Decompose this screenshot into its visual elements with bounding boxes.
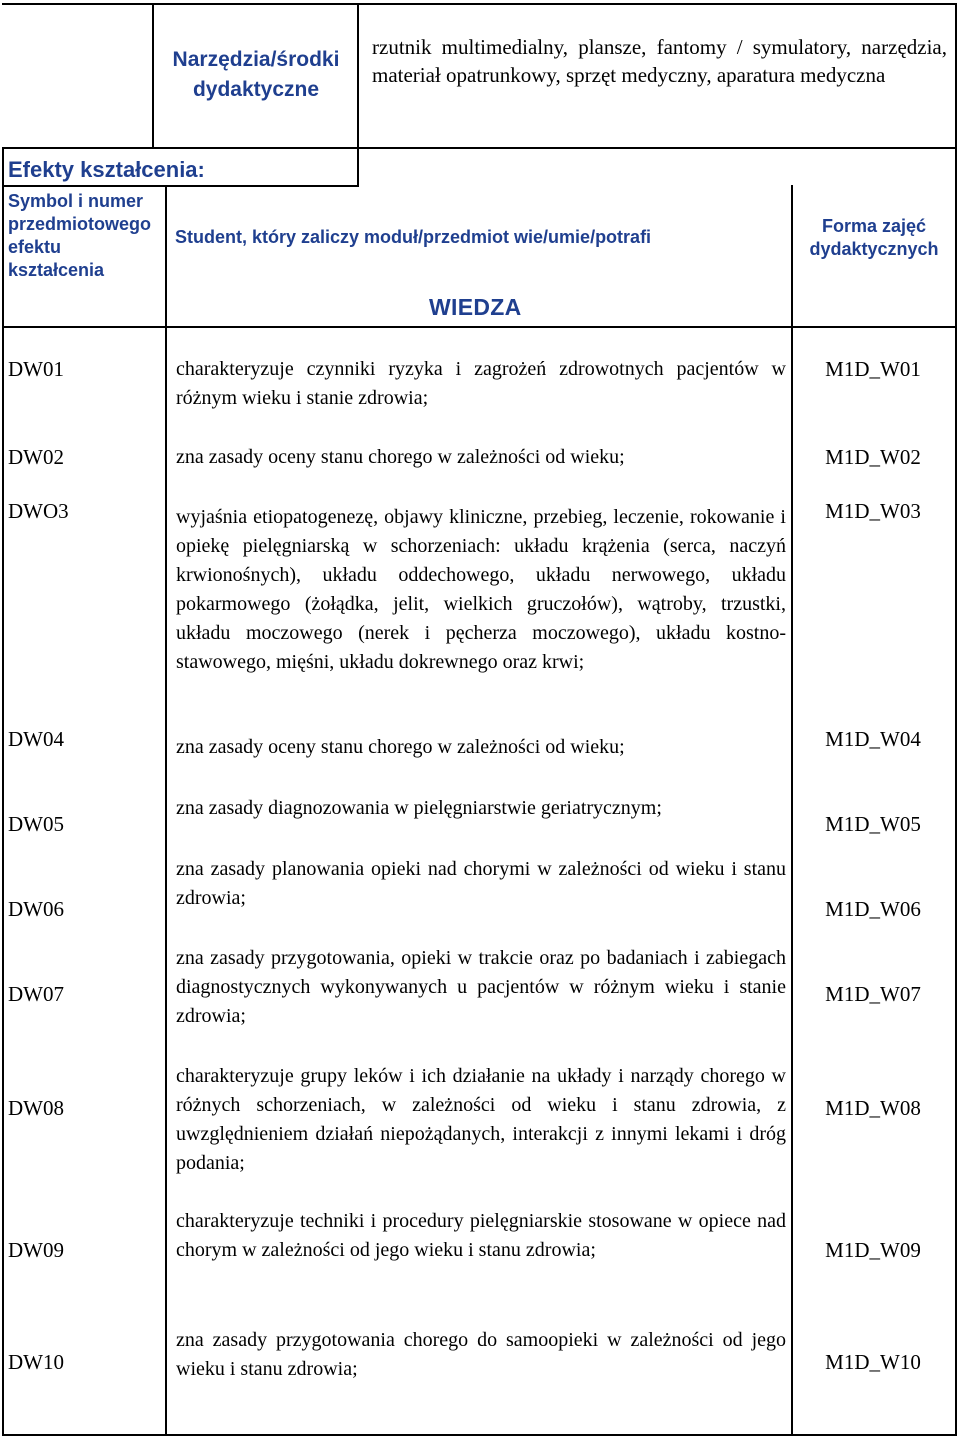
row-desc: zna zasady oceny stanu chorego w zależności od wieku; [176,736,625,758]
row-desc: zna zasady przygotowania, opieki w trakcie oraz po badaniach i zabiegach diagnostycznych wykonywanych u pacjentów w różnym wieku i stanie zdrowia; [176,947,786,1027]
row-desc: charakteryzuje grupy leków i ich działanie na układy i narządy chorego w różnych schorzeniach, w zależności od wieku i stanu zdrowia, z uwzględnieniem działań niepożądanych, interakcji z innymi lekami i dróg podania; [176,1065,786,1174]
border-tools-bottom [2,147,957,149]
border-bottom [2,1434,957,1436]
row-code: DW10 [8,1350,64,1374]
row-ref: M1D_W06 [825,897,921,921]
row-code: DW09 [8,1238,64,1262]
row-ref: M1D_W03 [825,499,921,523]
border-col-symbol [165,185,167,1436]
row-code: DW05 [8,812,64,836]
row-code: DW07 [8,982,64,1006]
row-code: DW08 [8,1096,64,1120]
section-wiedza: WIEDZA [429,294,522,320]
row-desc: zna zasady przygotowania chorego do samoopieki w zależności od jego wieku i stanu zdrowia; [176,1329,786,1380]
row-ref: M1D_W02 [825,445,921,469]
border-tools-left [152,3,154,149]
col-header-symbol: Symbol i numer przedmiotowego efektu kształcenia [8,191,151,280]
tools-label: Narzędzia/środki dydaktyczne [172,48,340,101]
border-left-upper [2,147,4,1436]
row-desc: charakteryzuje czynniki ryzyka i zagrożeń zdrowotnych pacjentów w różnym wieku i stanie zdrowia; [176,358,786,409]
row-desc: zna zasady oceny stanu chorego w zależności od wieku; [176,446,625,468]
border-header-bottom [2,326,957,328]
row-ref: M1D_W10 [825,1350,921,1374]
tools-value: rzutnik multimedialny, plansze, fantomy / symulatory, narzędzia, materiał opatrunkowy, sprzęt medyczny, aparatura medyczna [372,35,947,87]
row-code: DW04 [8,727,64,751]
row-ref: M1D_W05 [825,812,921,836]
row-ref: M1D_W04 [825,727,921,751]
border-right [955,3,957,1436]
row-desc: wyjaśnia etiopatogenezę, objawy kliniczne, przebieg, leczenie, rokowanie i opiekę pielęgniarską w schorzeniach: układu krążenia (serca, naczyń krwionośnych), układu oddechowego, układu nerwowego, układu pokarmowego (żołądka, jelit, wielkich gruczołów), wątroby, trzustki, układu moczowego (nerek i pęcherza moczowego), układu kostno-stawowego, mięśni, układu dokrewnego oraz krwi; [176,506,786,673]
border-efekty-title-bottom [2,185,359,187]
row-desc: zna zasady diagnozowania w pielęgniarstwie geriatrycznym; [176,797,662,819]
col-header-student: Student, który zaliczy moduł/przedmiot wie/umie/potrafi [175,227,652,247]
row-code: DW02 [8,445,64,469]
row-ref: M1D_W07 [825,982,921,1006]
row-ref: M1D_W09 [825,1238,921,1262]
col-header-forma: Forma zajęć dydaktycznych [809,216,939,259]
row-desc: charakteryzuje techniki i procedury pielęgniarskie stosowane w opiece nad chorym w zależności od jego wieku i stanu zdrowia; [176,1210,786,1261]
row-ref: M1D_W01 [825,357,921,381]
row-code: DW01 [8,357,64,381]
row-code: DWO3 [8,499,69,523]
border-top [2,3,957,5]
row-desc: zna zasady planowania opieki nad chorymi w zależności od wieku i stanu zdrowia; [176,858,786,909]
row-ref: M1D_W08 [825,1096,921,1120]
border-tools-divider [357,3,359,185]
row-code: DW06 [8,897,64,921]
efekty-title: Efekty kształcenia: [8,157,205,182]
